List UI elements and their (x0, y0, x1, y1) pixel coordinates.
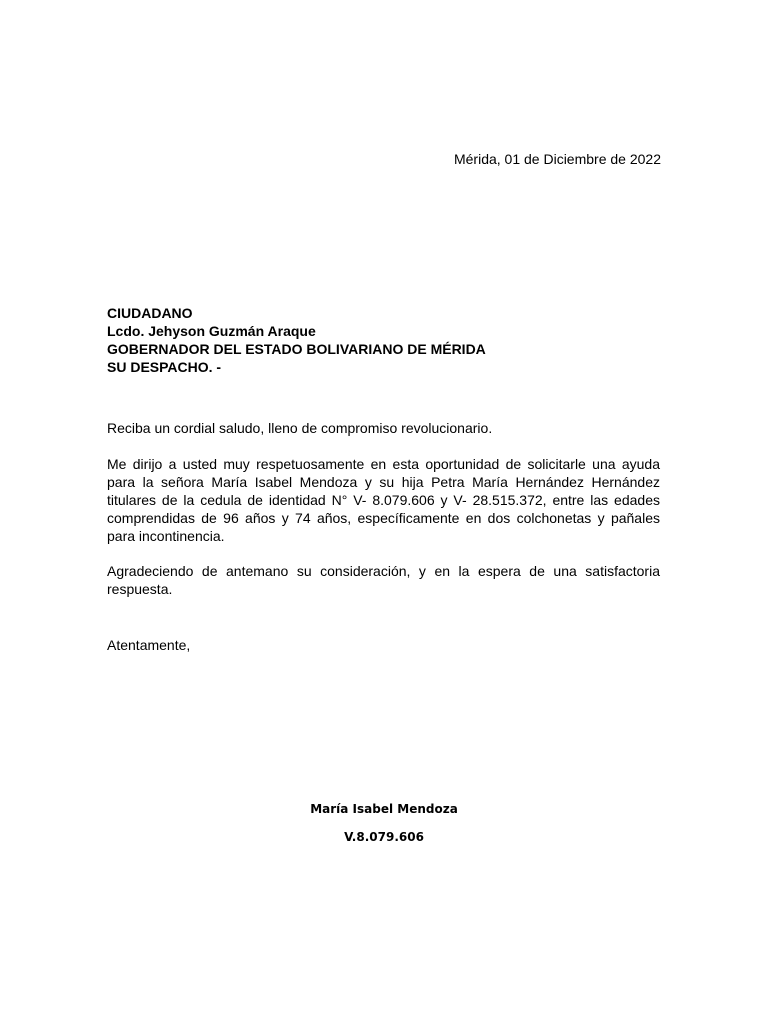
request-paragraph: Me dirijo a usted muy respetuosamente en esta oportunidad de solicitarle una ayuda para la señora María Isabel Mendoza y su hija Petra María Hernández Hernández titulares de la cedula de identidad N° V- 8.079.606 y V- 28.515.372, entre las edades comprendidas de 96 años y 74 años, específicamente en dos colchonetas y pañales para incontinencia. (107, 456, 660, 544)
recipient-name: Lcdo. Jehyson Guzmán Araque (107, 323, 316, 339)
place-date: Mérida, 01 de Diciembre de 2022 (453, 151, 661, 167)
thanks-paragraph: Agradeciendo de antemano su consideración, y en la espera de una satisfactoria respuesta. (107, 563, 660, 597)
signature-name: María Isabel Mendoza (310, 802, 458, 816)
greeting: Reciba un cordial saludo, lleno de compromiso revolucionario. (107, 420, 493, 436)
recipient-position: GOBERNADOR DEL ESTADO BOLIVARIANO DE MÉRIDA (107, 341, 486, 357)
recipient-title: CIUDADANO (107, 305, 193, 321)
recipient-office: SU DESPACHO. - (107, 359, 222, 375)
closing: Atentamente, (107, 637, 191, 653)
signature-id: V.8.079.606 (344, 830, 424, 844)
recipient-block (107, 304, 667, 376)
